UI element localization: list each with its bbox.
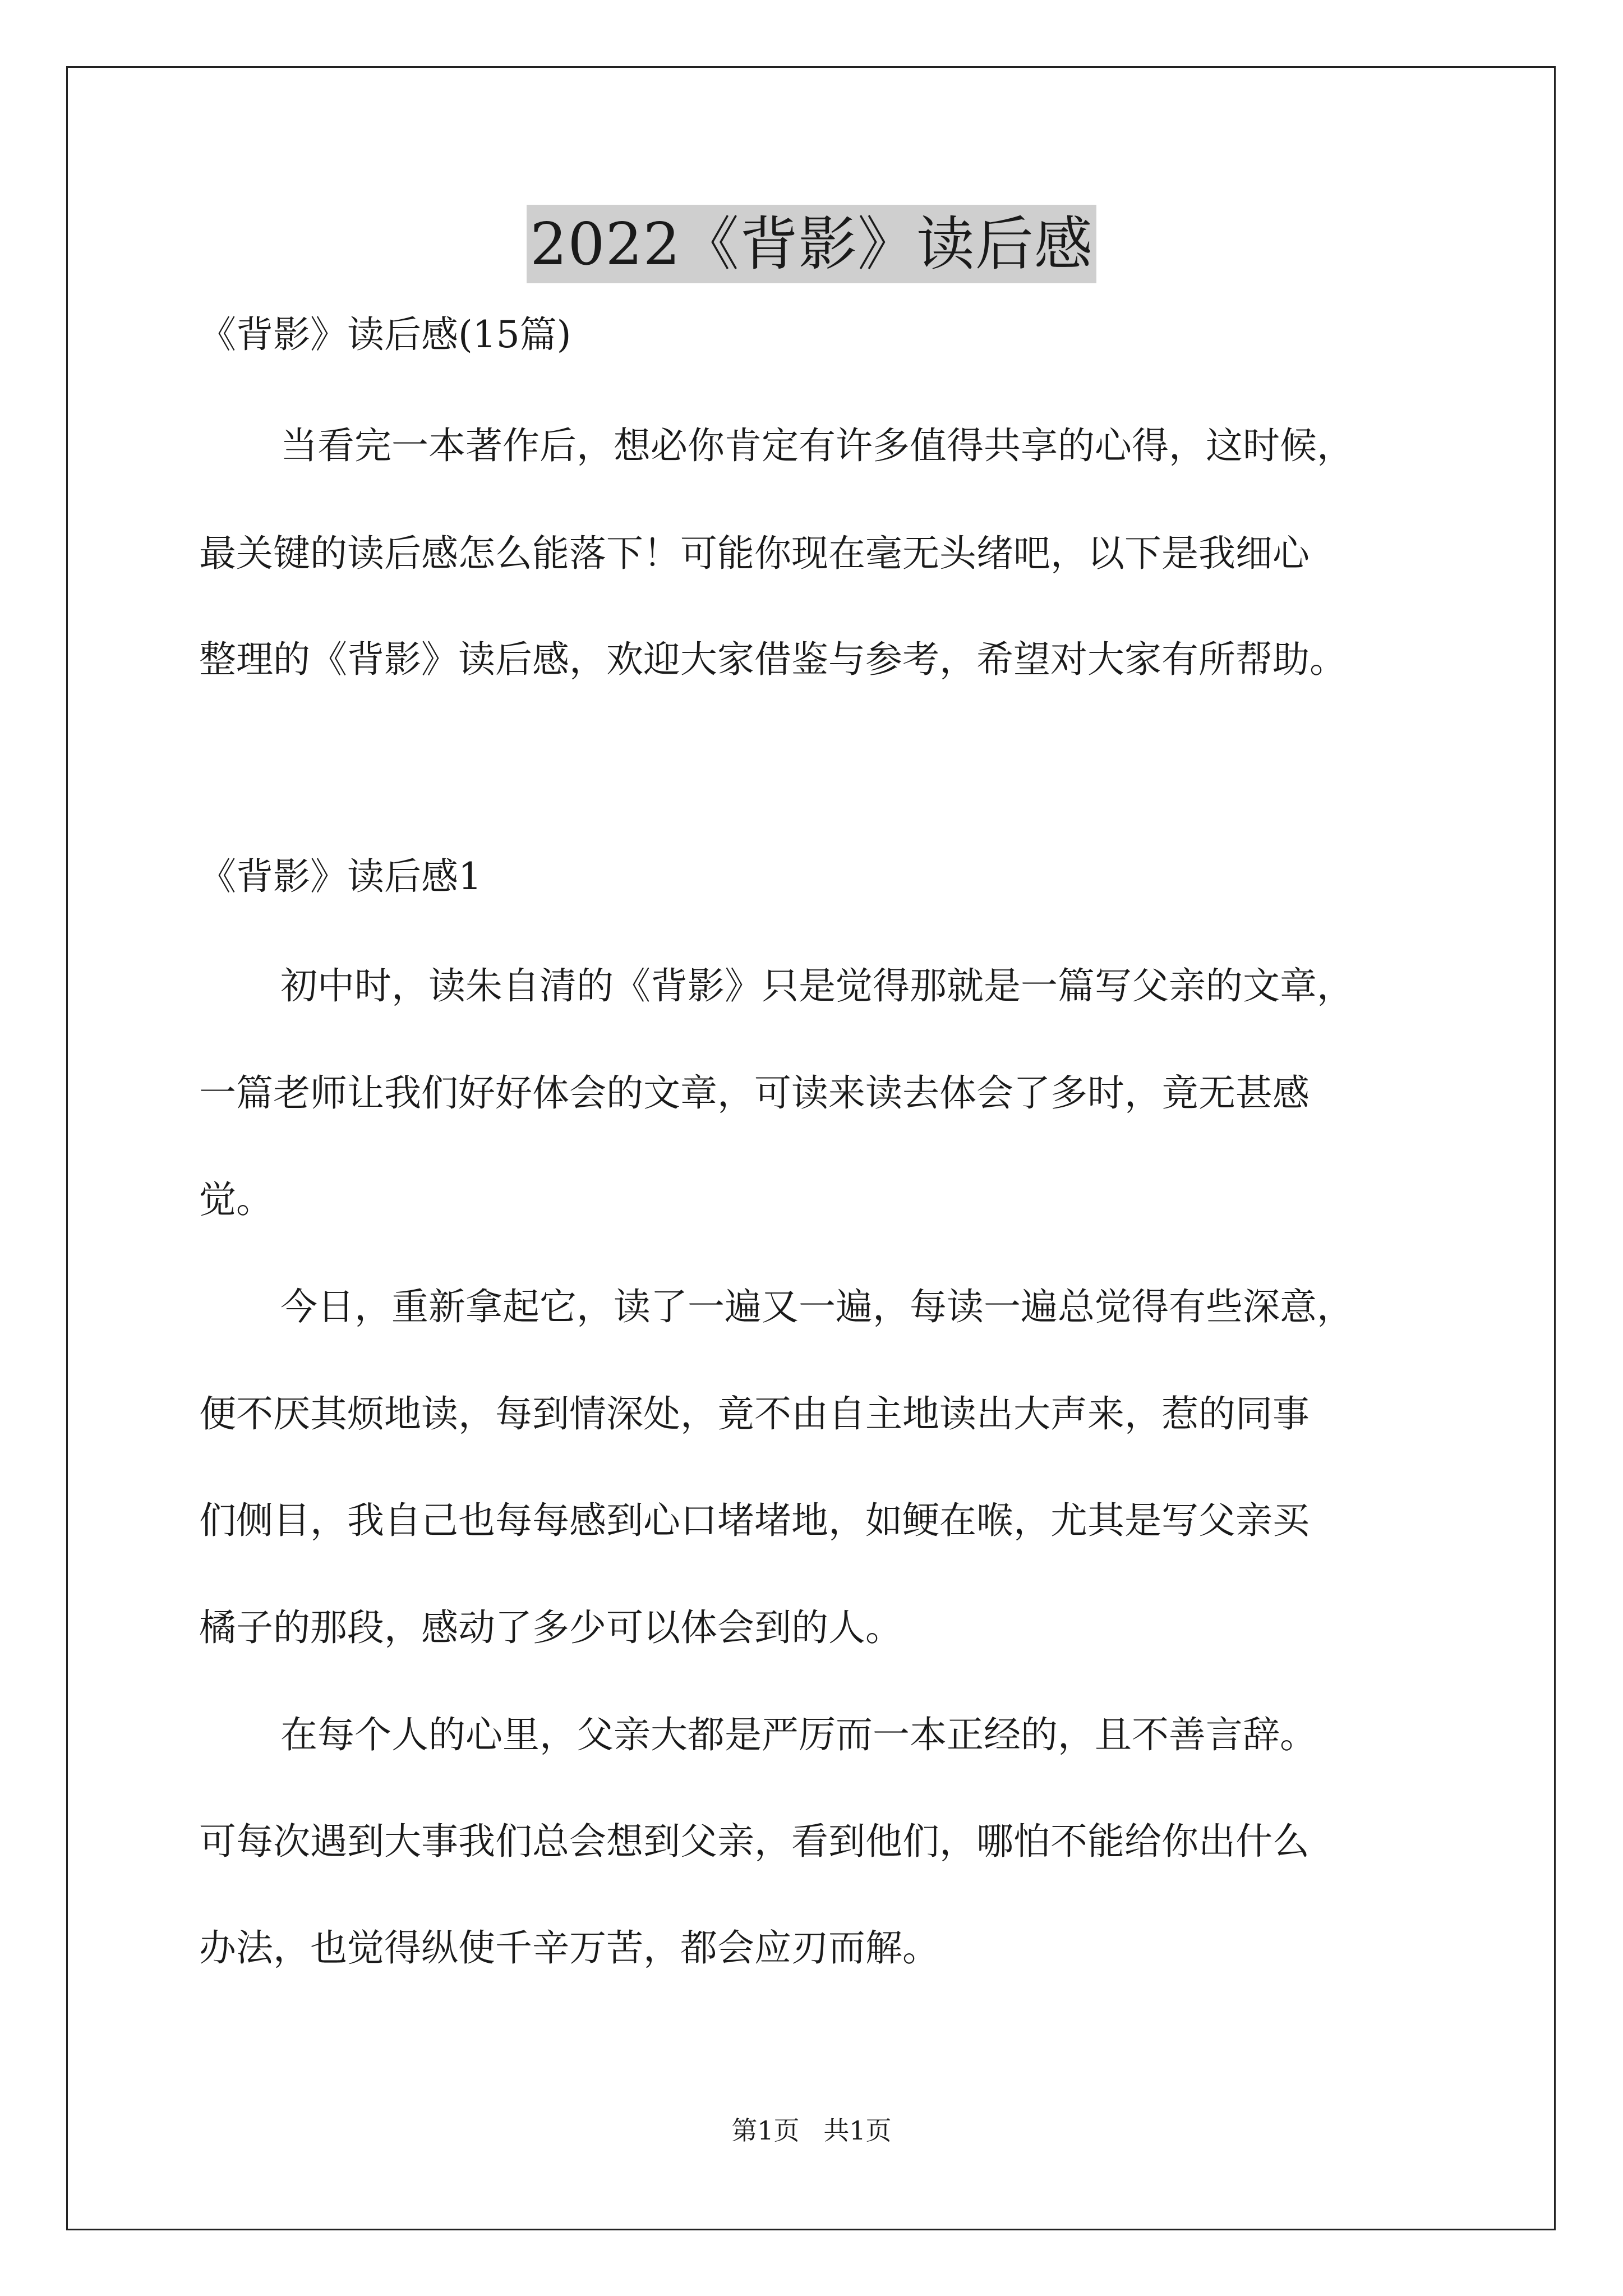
paragraph1-line-2: 一篇老师让我们好好体会的文章，可读来读去体会了多时，竟无甚感 — [199, 1071, 1310, 1115]
paragraph2-line-2: 便不厌其烦地读，每到情深处，竟不由自主地读出大声来，惹的同事 — [199, 1392, 1310, 1435]
paragraph3-line-3: 办法，也觉得纵使千辛万苦，都会应刃而解。 — [199, 1926, 939, 1970]
paragraph2-line-4: 橘子的那段，感动了多少可以体会到的人。 — [199, 1606, 902, 1649]
intro-line-1: 当看完一本著作后，想必你肯定有许多值得共享的心得，这时候， — [280, 424, 1354, 467]
page-total: 共1页 — [823, 2115, 892, 2146]
page-footer — [0, 2114, 1623, 2147]
intro-line-3: 整理的《背影》读后感，欢迎大家借鉴与参考，希望对大家有所帮助。 — [199, 638, 1347, 681]
paragraph2-line-1: 今日，重新拿起它，读了一遍又一遍，每读一遍总觉得有些深意， — [280, 1285, 1354, 1328]
intro-line-2: 最关键的读后感怎么能落下！可能你现在毫无头绪吧，以下是我细心 — [199, 532, 1310, 575]
subtitle: 《背影》读后感(15篇) — [199, 313, 571, 356]
page-number: 第1页 — [731, 2115, 800, 2146]
document-title: 2022《背影》读后感 — [527, 205, 1096, 283]
section-heading: 《背影》读后感1 — [199, 855, 482, 898]
title-container — [0, 205, 1623, 283]
paragraph3-line-1: 在每个人的心里，父亲大都是严厉而一本正经的，且不善言辞。 — [280, 1713, 1317, 1756]
paragraph3-line-2: 可每次遇到大事我们总会想到父亲，看到他们，哪怕不能给你出什么 — [199, 1820, 1310, 1863]
paragraph1-line-3: 觉。 — [199, 1178, 273, 1221]
page-border — [66, 66, 1556, 2230]
paragraph2-line-3: 们侧目，我自己也每每感到心口堵堵地，如鲠在喉，尤其是写父亲买 — [199, 1499, 1310, 1542]
paragraph1-line-1: 初中时，读朱自清的《背影》只是觉得那就是一篇写父亲的文章， — [280, 964, 1354, 1007]
